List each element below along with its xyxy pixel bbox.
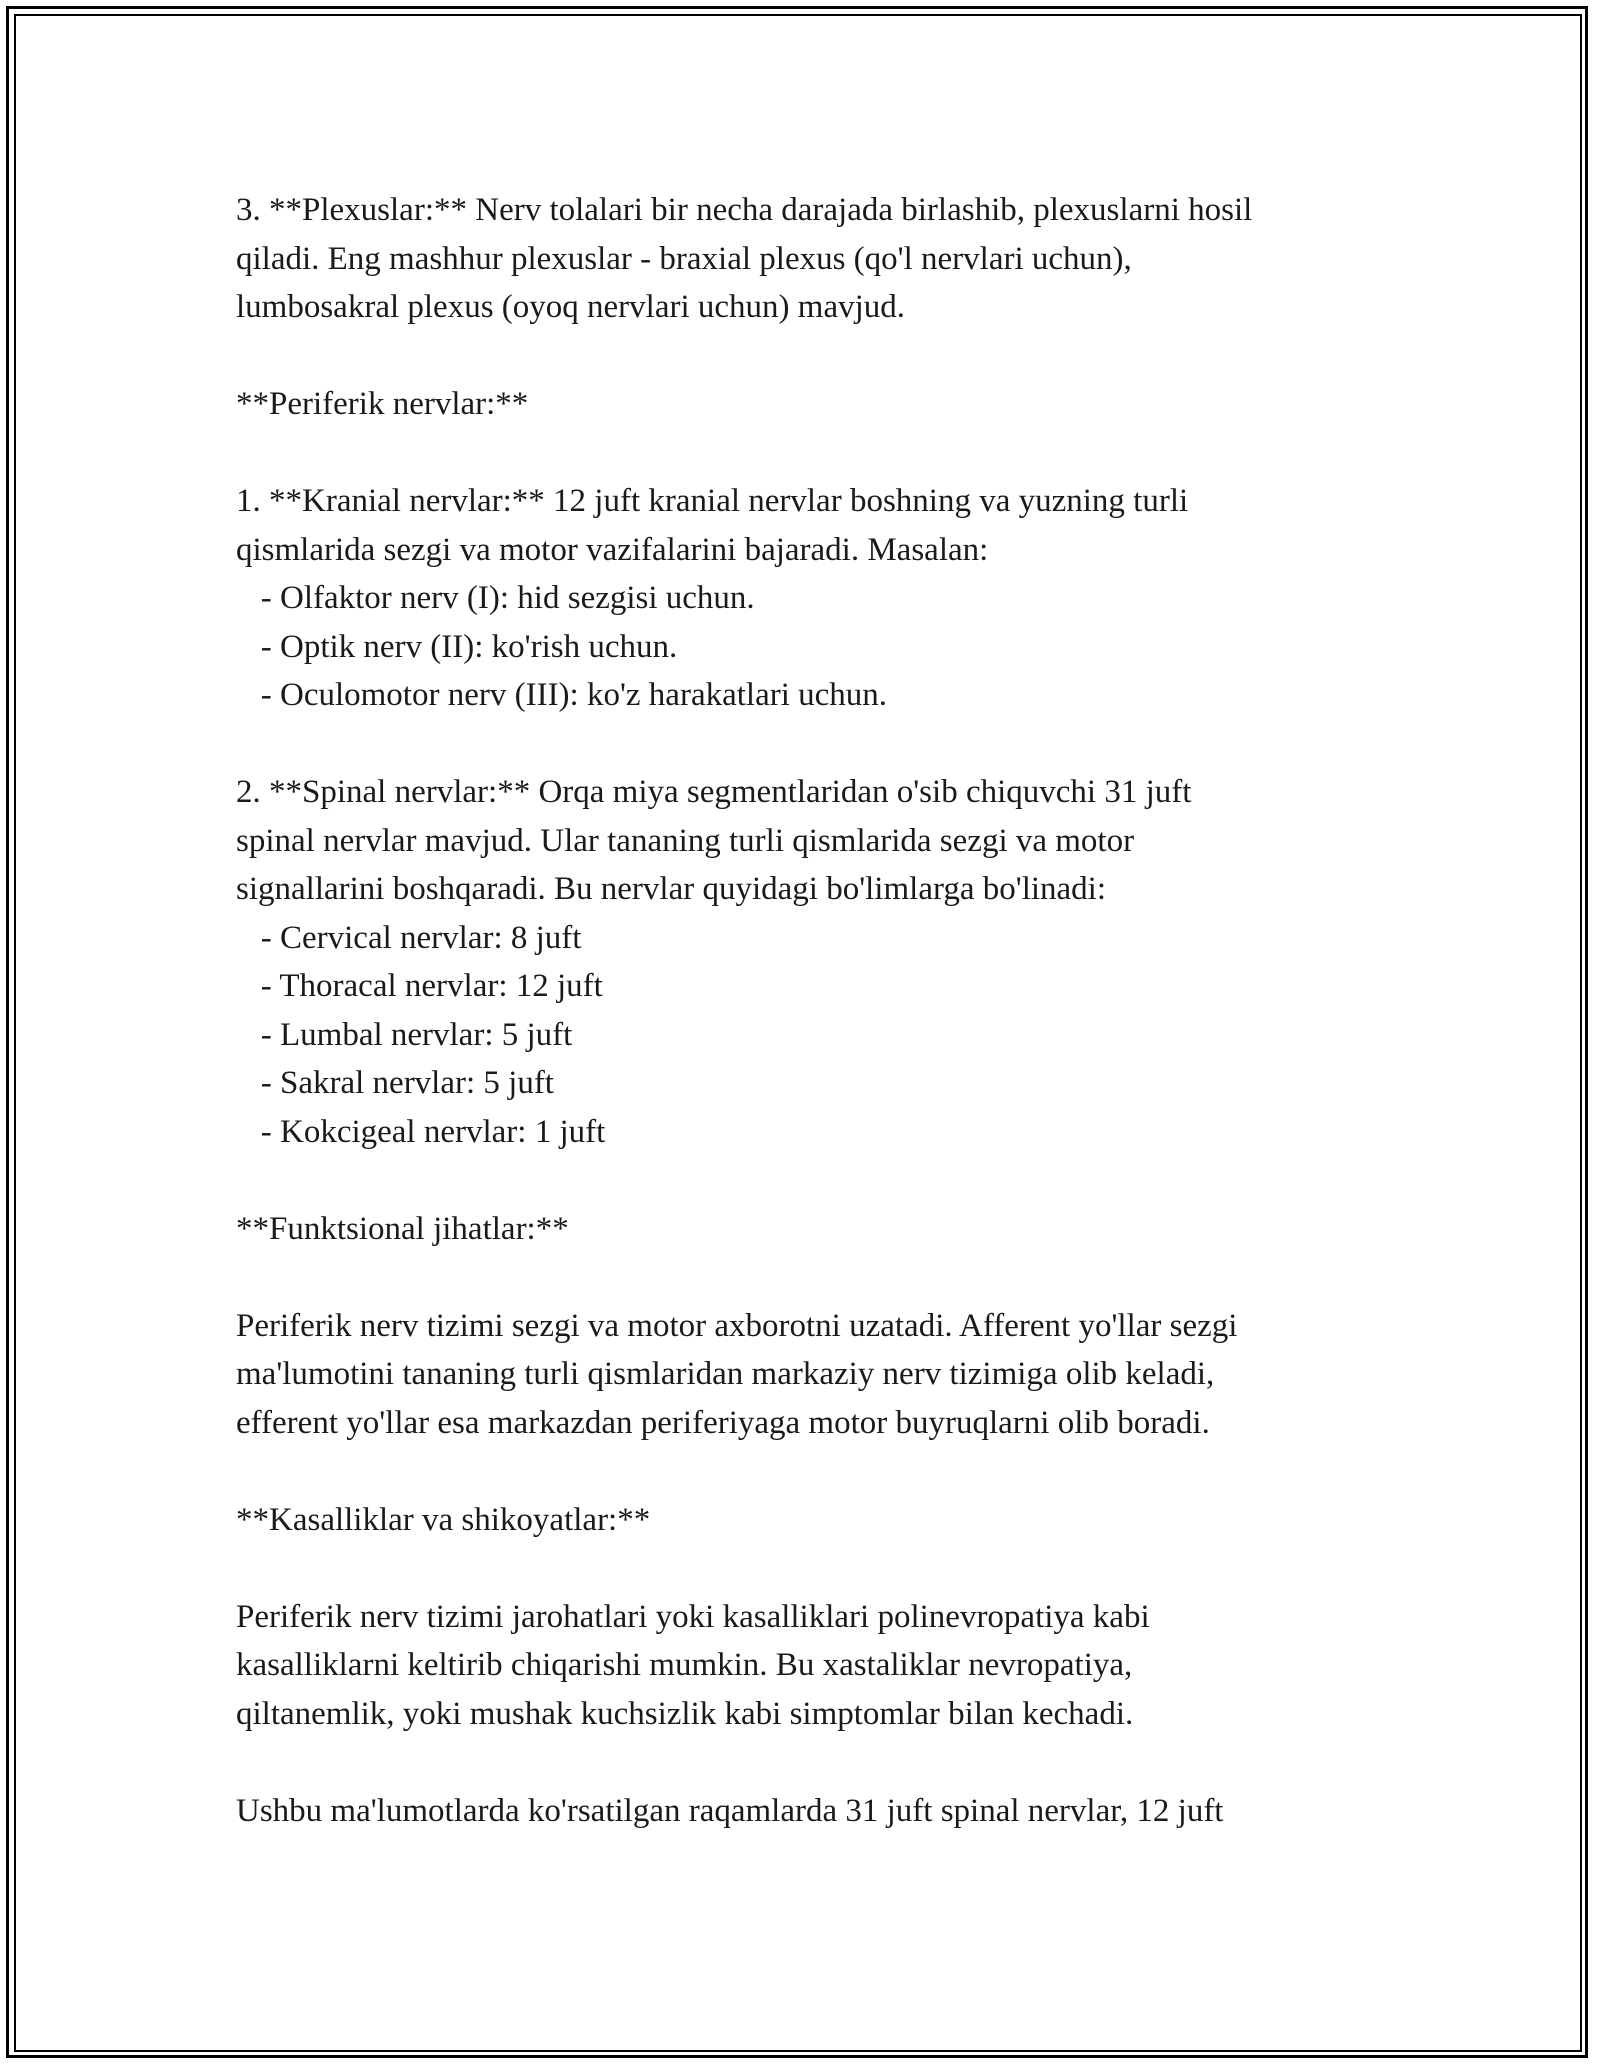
text-line: qismlarida sezgi va motor vazifalarini bajaradi. Masalan:	[236, 531, 989, 568]
text-line: qiltanemlik, yoki mushak kuchsizlik kabi simptomlar bilan kechadi.	[236, 1695, 1134, 1732]
list-item: - Kokcigeal nervlar: 1 juft	[236, 1113, 606, 1150]
closing-paragraph	[236, 1787, 1386, 1836]
kasalliklar-paragraph	[236, 1593, 1386, 1739]
text-line: Periferik nerv tizimi sezgi va motor axborotni uzatadi. Afferent yo'llar sezgi	[236, 1307, 1238, 1344]
paragraph-gap	[236, 1738, 1386, 1787]
kranial-list	[236, 574, 1386, 720]
text-line: Periferik nerv tizimi jarohatlari yoki kasalliklari polinevropatiya kabi	[236, 1598, 1150, 1635]
paragraph-gap	[236, 720, 1386, 769]
list-item: - Cervical nervlar: 8 juft	[236, 919, 582, 956]
plexus-paragraph	[236, 186, 1386, 332]
text-line: signallarini boshqaradi. Bu nervlar quyidagi bo'limlarga bo'linadi:	[236, 871, 1107, 907]
paragraph-gap	[236, 1544, 1386, 1593]
text-line: 3. **Plexuslar:** Nerv tolalari bir necha darajada birlashib, plexuslarni hosil	[236, 192, 1253, 228]
text-line: Ushbu ma'lumotlarda ko'rsatilgan raqamlarda 31 juft spinal nervlar, 12 juft	[236, 1792, 1224, 1829]
text-line: 2. **Spinal nervlar:** Orqa miya segmentlaridan o'sib chiquvchi 31 juft	[236, 774, 1192, 810]
paragraph-gap	[236, 1156, 1386, 1205]
paragraph-gap	[236, 1253, 1386, 1302]
text-line: lumbosakral plexus (oyoq nervlari uchun) mavjud.	[236, 289, 906, 325]
kranial-paragraph	[236, 477, 1386, 574]
text-line: 1. **Kranial nervlar:** 12 juft kranial nervlar boshning va yuzning turli	[236, 483, 1189, 519]
text-line: spinal nervlar mavjud. Ular tananing turli qismlarida sezgi va motor	[236, 822, 1135, 859]
list-item: - Oculomotor nerv (III): ko'z harakatlari uchun.	[236, 677, 888, 713]
list-item: - Optik nerv (II): ko'rish uchun.	[236, 628, 678, 665]
list-item: - Lumbal nervlar: 5 juft	[236, 1016, 573, 1053]
text-line: qiladi. Eng mashhur plexuslar - braxial plexus (qo'l nervlari uchun),	[236, 240, 1132, 277]
text-line: ma'lumotini tananing turli qismlaridan markaziy nerv tizimiga olib keladi,	[236, 1356, 1215, 1392]
list-item: - Thoracal nervlar: 12 juft	[236, 968, 603, 1004]
document-body	[236, 186, 1386, 1835]
list-item: - Olfaktor nerv (I): hid sezgisi uchun.	[236, 580, 755, 616]
spinal-paragraph	[236, 768, 1386, 914]
section-heading-funktsional: **Funktsional jihatlar:**	[236, 1210, 569, 1247]
list-item: - Sakral nervlar: 5 juft	[236, 1065, 554, 1101]
section-heading-periferik: **Periferik nervlar:**	[236, 386, 529, 422]
paragraph-gap	[236, 332, 1386, 381]
funktsional-paragraph	[236, 1302, 1386, 1448]
spinal-list	[236, 914, 1386, 1157]
text-line: efferent yo'llar esa markazdan periferiyaga motor buyruqlarni olib boradi.	[236, 1404, 1210, 1441]
paragraph-gap	[236, 1447, 1386, 1496]
text-line: kasalliklarni keltirib chiqarishi mumkin. Bu xastaliklar nevropatiya,	[236, 1647, 1133, 1683]
paragraph-gap	[236, 429, 1386, 478]
section-heading-kasalliklar: **Kasalliklar va shikoyatlar:**	[236, 1501, 651, 1538]
